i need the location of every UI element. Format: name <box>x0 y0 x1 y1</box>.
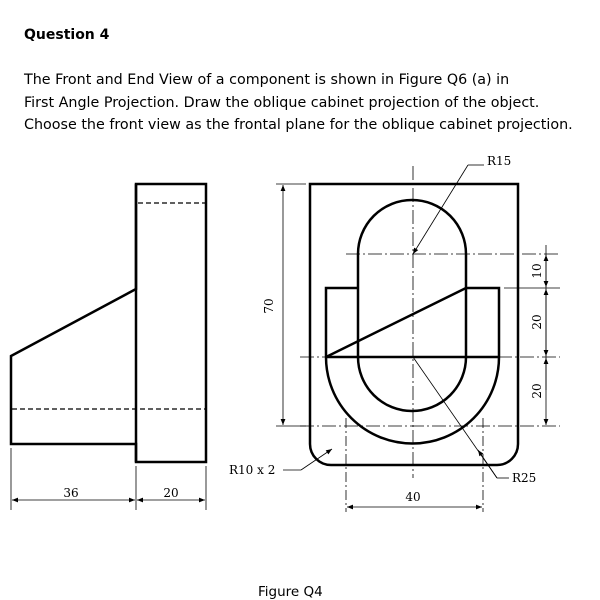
end-view-outline <box>11 184 206 462</box>
question-line-3: Choose the front view as the frontal plane for the oblique cabinet projection. <box>24 117 573 133</box>
figure-caption: Figure Q4 <box>258 584 323 600</box>
question-line-1: The Front and End View of a component is shown in Figure Q6 (a) in <box>24 72 510 88</box>
dim-r10-label: R10 x 2 <box>229 463 276 477</box>
u-shape-outer <box>326 288 499 444</box>
dim-10-label: 10 <box>530 263 544 279</box>
front-view-outline <box>310 184 518 465</box>
dim-20-mid-label: 20 <box>530 314 544 330</box>
dim-r15-label: R15 <box>487 154 512 168</box>
dim-40-label: 40 <box>405 490 421 504</box>
dim-r25-label: R25 <box>512 471 537 485</box>
front-view <box>229 154 560 512</box>
dim-20-left-label: 20 <box>163 486 179 500</box>
slot-outline <box>358 200 466 411</box>
dim-36-label: 36 <box>63 486 79 500</box>
question-line-2: First Angle Projection. Draw the oblique cabinet projection of the object. <box>24 94 540 111</box>
question-title: Question 4 <box>24 27 110 43</box>
dim-20-bottom-label: 20 <box>530 383 544 399</box>
end-view <box>11 184 206 510</box>
dim-70-label: 70 <box>262 298 276 314</box>
leader-r15 <box>413 165 468 254</box>
